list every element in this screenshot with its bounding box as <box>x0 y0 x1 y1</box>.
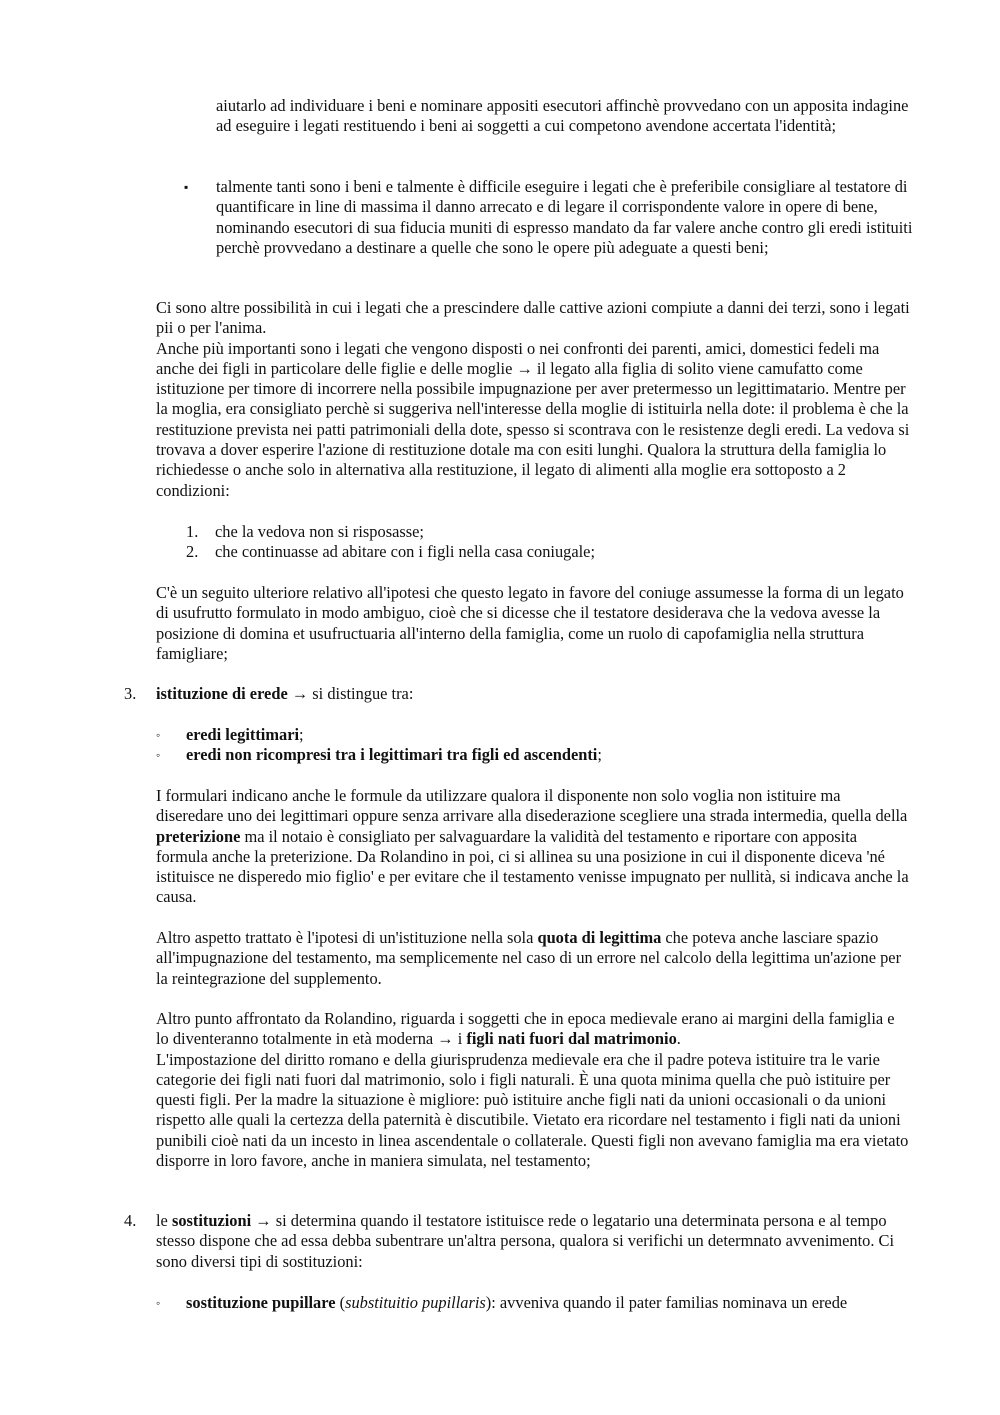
text-run: che poteva anche lasciare spazio all'impugnazione del testamento, ma semplicemente nel caso di un errore nel calcolo della legittima un'azione per la reintegrazione del supplemento. <box>156 928 902 988</box>
text-run: . <box>676 1029 681 1049</box>
term-istituzione-di-erede: istituzione di erede <box>156 684 288 703</box>
text-run: Altro punto affrontato da Rolandino, riguarda i soggetti che in epoca medievale erano ai margini della famiglia e lo diventeranno totalmente in età moderna → i <box>156 1009 895 1049</box>
text-run: Altro aspetto trattato è l'ipotesi di un'istituzione nella sola <box>156 928 538 947</box>
circle-bullet-icon: ◦ <box>156 1296 161 1310</box>
condition-number: 2. <box>186 542 199 561</box>
paragraph-diritto-romano: L'impostazione del diritto romano e della giurisprudenza medievale era che il padre poteva istituire tra le varie categorie dei figli nati fuori dal matrimonio, solo i figli naturali. È una quota minima quella che può istituire per questi figli. Per la madre la situazione è migliore: può istituire anche figli nati da unioni occasionali o da unioni rispetto alle quali la certezza della paternità è discutibile. Vietato era ricordare nel testamento i figli nati da unioni punibili cioè nati da un incesto in linea ascendentale o collaterale. Questi figli non avevano famiglia ma era vietato disporre in loro favore, anche in maniera simulata, nel testamento; <box>156 1049 909 1171</box>
paragraph-usufrutto: C'è un seguito ulteriore relativo all'ipotesi che questo legato in favore del coniuge assumesse la forma di un legato di usufrutto formulato in modo ambiguo, cioè che si dicesse che il testatore desiderava che la vedova avesse la posizione di domina et usufructuaria all'interno della famiglia, come un ruolo di capofamiglia nella struttura famigliare; <box>156 583 904 663</box>
list-number: 3. <box>124 684 137 703</box>
term-sostituzioni: sostituzioni <box>171 1211 252 1230</box>
paragraph-quota-legittima <box>156 928 911 989</box>
item-heading-istituzione <box>156 684 911 704</box>
sub-item-term: eredi non ricompresi tra i legittimari tra figli ed ascendenti <box>186 745 598 764</box>
term-preterizione: preterizione <box>156 826 241 846</box>
circle-bullet-icon: ◦ <box>156 748 161 762</box>
item-sostituzioni <box>156 1211 911 1272</box>
sub-list-item <box>186 745 911 765</box>
paragraph-legati-block <box>156 298 911 501</box>
text-run: le <box>156 1211 172 1230</box>
sub-item-punct: ; <box>299 725 304 744</box>
sub-list-item-sostituzione-pupillare <box>186 1293 911 1313</box>
term-quota-di-legittima: quota di legittima <box>537 928 662 947</box>
list-number: 4. <box>124 1211 137 1230</box>
bullet-list-item: talmente tanti sono i beni e talmente è difficile eseguire i legati che è preferibile consigliare al testatore di quantificare in line di massima il danno arrecato e di legare il corrispondente valore in opere di bene, nominando esecutori di sua fiducia muniti di espresso mandato da far valere anche contro gli eredi istituiti perchè provvedano a destinare a quelle che sono le opere più adeguate a questi beni; <box>216 177 913 257</box>
text-run: I formulari indicano anche le formule da utilizzare qualora il disponente non solo voglia non istituire ma diseredare uno dei legittimari oppure senza arrivare alla disederazione scegliere una strada intermedia, quella della <box>156 786 908 826</box>
circle-bullet-icon: ◦ <box>156 728 161 742</box>
condition-item: che la vedova non si risposasse; <box>215 522 424 541</box>
paragraph-legati-pii: Ci sono altre possibilità in cui i legati che a prescindere dalle cattive azioni compiute a danni dei terzi, sono i legati pii o per l'anima. <box>156 298 910 338</box>
continued-list-item: aiutarlo ad individuare i beni e nominare appositi esecutori affinchè provvedano con un apposita indagine ad eseguire i legati restituendo i beni ai soggetti a cui competono avendone accertata l'identità; <box>216 96 909 136</box>
paragraph-legati-parenti: Anche più importanti sono i legati che vengono disposti o nei confronti dei parenti, amici, domestici fedeli ma anche dei figli in particolare delle figlie e delle moglie → il legato alla figlia di solito viene camufatto come istituzione per timore di incorrere nella possibile impugnazione per aver pretermesso un legittimatario. Mentre per la moglia, era consigliato perchè si suggeriva nell'interesse della moglie di istituirla nella dote: il problema è che la restituzione prevista nei patti patrimoniali della dote, spesso si scontrava con le resistenze degli eredi. La vedova si trovava a dover esperire l'azione di restituzione dotale ma con esiti lunghi. Qualora la struttura della famiglia lo richiedesse o anche solo in alternativa alla restituzione, il legato di alimenti alla moglie era sottoposto a 2 condizioni: <box>156 338 910 500</box>
term-sostituzione-pupillare: sostituzione pupillare <box>186 1293 336 1312</box>
term-description: → si distingue tra: <box>287 684 414 703</box>
sub-item-term: eredi legittimari <box>186 725 300 744</box>
latin-term: substituitio pupillaris <box>345 1293 486 1312</box>
text-run: ( <box>335 1293 346 1312</box>
term-figli-nati-fuori: figli nati fuori dal matrimonio <box>466 1029 677 1049</box>
text-run: ): avveniva quando il pater familias nominava un erede <box>485 1293 848 1312</box>
paragraph-figli-block <box>156 1009 911 1171</box>
paragraph-figli-nati-fuori <box>156 1009 911 1050</box>
text-run: ma il notaio è consigliato per salvaguardare la validità del testamento e riportare con apposita formula anche la preterizione. Da Rolandino in poi, ci si allinea su una posizione in cui il disponente diceva 'né istituisce ne disperedo mio figlio' e per evitare che il testamento venisse impugnato per nullità, si indicava anche la causa. <box>156 826 909 907</box>
sub-item-punct: ; <box>597 745 602 764</box>
square-bullet-icon: ▪ <box>184 180 189 194</box>
condition-item: che continuasse ad abitare con i figli nella casa coniugale; <box>215 542 596 561</box>
text-run: → si determina quando il testatore istituisce rede o legatario una determinata persona e al tempo stesso dispone che ad essa debba subentrare un'altra persona, qualora si verifichi un determnato avvenimento. Ci sono diversi tipi di sostituzioni: <box>156 1211 895 1271</box>
sub-list-item <box>186 725 911 745</box>
condition-number: 1. <box>186 522 199 541</box>
paragraph-preterizione <box>156 786 911 908</box>
